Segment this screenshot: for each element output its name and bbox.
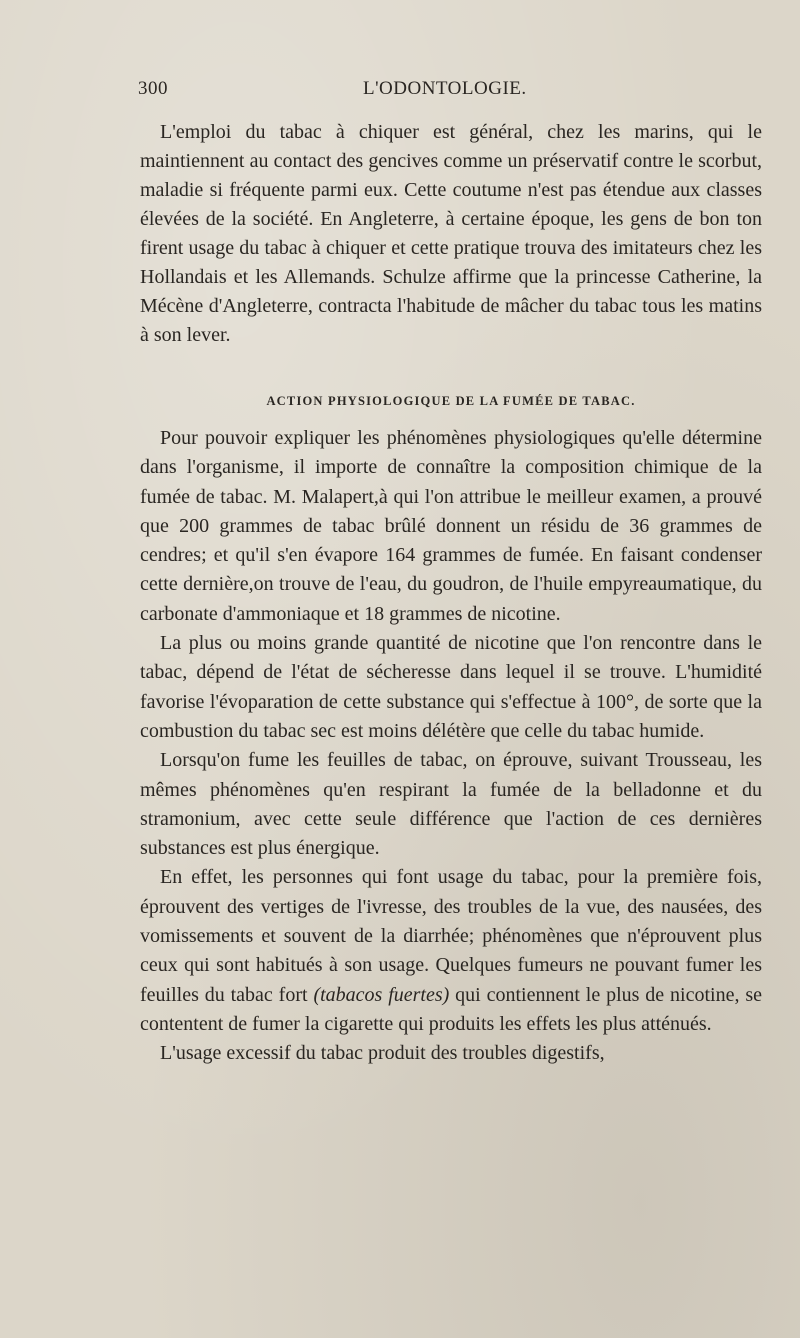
paragraph-composition: Pour pouvoir expliquer les phénomènes physiologiques qu'elle détermine dans l'organisme, il importe de connaître la composition chimique de la fumée de tabac. M. Malapert,à qui l'on attribue le meilleur examen, a prouvé que 200 grammes de tabac brûlé donnent un résidu de 36 grammes de cendres; et qu'il s'en évapore 164 grammes de fumée. En faisant condenser cette dernière,on trouve de l'eau, du goudron, de l'huile empyreaumatique, du carbonate d'ammoniaque et 18 grammes de nicotine. xyxy=(140,427,762,625)
running-title: L'ODONTOLOGIE. xyxy=(363,78,527,99)
paragraph-first-use-end: qui contiennent le plus de nicotine, se contentent de fumer la cigarette qui produits les effets les plus atténués. xyxy=(140,983,763,1035)
page-number: 300 xyxy=(138,78,168,99)
italic-tabacos-fuertes: (tabacos fuertes) xyxy=(313,983,450,1006)
section-body xyxy=(140,424,762,1069)
paragraph-nicotine-quantity: La plus ou moins grande quantité de nicotine que l'on rencontre dans le tabac, dépend de l'état de sécheresse dans lequel il se trouve. L'humidité favorise l'évoparation de cette substance qui s'effectue à 100°, de sorte que la combustion du tabac sec est moins délétère que celle du tabac humide. xyxy=(140,632,762,742)
paragraph-excessive-use: L'usage excessif du tabac produit des troubles digestifs, xyxy=(160,1042,605,1065)
paragraph-trousseau: Lorsqu'on fume les feuilles de tabac, on éprouve, suivant Trousseau, les mêmes phénomènes qu'en respirant la fumée de la belladonne et du stramonium, avec cette seule différence que l'action de ces dernières substances est plus énergique. xyxy=(140,749,762,860)
paragraph-chewing-tobacco: L'emploi du tabac à chiquer est général, chez les marins, qui le maintiennent au contact des gencives comme un préservatif contre le scorbut, maladie si fréquente parmi eux. Cette coutume n'est pas étendue aux classes élevées de la société. En Angleterre, à certaine époque, les gens de bon ton firent usage du tabac à chiquer et cette pratique trouva des imitateurs chez les Hollandais et les Allemands. Schulze affirme que la princesse Catherine, la Mécène d'Angleterre, contracta l'habitude de mâcher du tabac tous les matins à son lever. xyxy=(140,121,762,346)
section-heading: ACTION PHYSIOLOGIQUE DE LA FUMÉE DE TABAC. xyxy=(266,394,636,408)
paragraph-first-use-text: En effet, les personnes qui font usage du tabac, pour la première fois, éprouvent des vertiges de l'ivresse, des troubles de la vue, des nausées, des vomissements et souvent de la diarrhée; phénomènes que n'éprouvent plus ceux qui sont habitués à son usage. Quelques fumeurs ne pouvant fumer les feuilles du tabac fort xyxy=(140,866,762,1006)
opening-paragraph-block xyxy=(140,118,762,350)
paragraph-first-use-effects xyxy=(140,863,762,1039)
page-header xyxy=(138,78,738,108)
